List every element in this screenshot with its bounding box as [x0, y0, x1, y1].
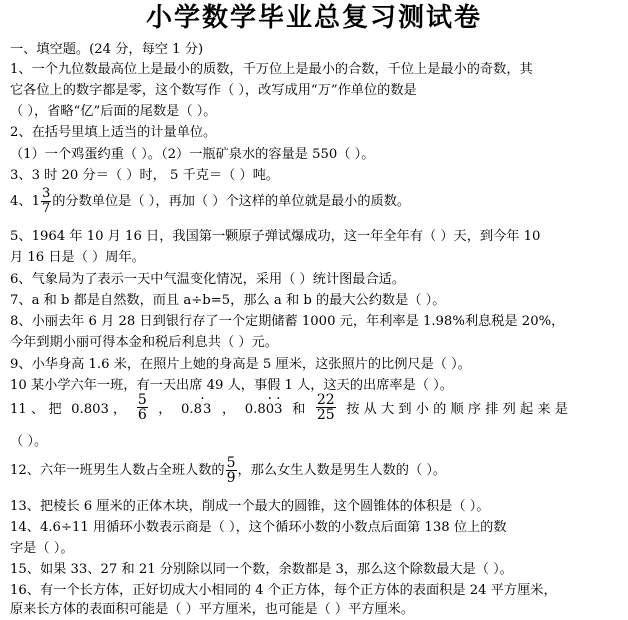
- question-16-line-2: 原来长方体的表面积可能是（ ）平方厘米，也可能是（ ）平方厘米。: [10, 602, 415, 617]
- repeating-decimal: 0.8· 0· 3: [245, 393, 283, 427]
- question-2-line-1: 2、在括号里填上适当的计量单位。: [10, 125, 217, 140]
- question-16-line-1: 16、有一个长方体，正好切成大小相同的 4 个正方体，每个正方体的表面积是 24 平方厘米，: [10, 583, 557, 598]
- repeating-decimal: 0.· 83: [181, 393, 212, 427]
- question-11-line-2: （ ）。: [10, 434, 48, 449]
- fraction: $\frac{3}{7}$: [41, 186, 51, 216]
- question-6: 6、气象局为了表示一天中气温变化情况，采用（ ）统计图最合适。: [10, 272, 406, 287]
- question-4: [10, 186, 410, 218]
- question-12: 12、六年一班男生人数占全班人数的 $\frac{5}{9}$ ，那么女生人数是男生人数的（ ）。: [10, 455, 447, 486]
- question-5-line-1: 5、1964 年 10 月 16 日，我国第一颗原子弹试爆成功，这一年全年有（ ）天，到今年 10: [10, 229, 541, 244]
- question-14-line-2: 字是（ ）。: [10, 541, 74, 556]
- question-11-line-1: 11 、 把 0.803 ， $\frac{5}{6}$ ， 0.· 83 ， 0.8· 0· 3 和 $\frac{22}{25}$ 按 从 大 到 小 的 顺 序 排 列 起 来 是: [10, 393, 568, 427]
- question-15: 15、如果 33、27 和 21 分别除以同一个数，余数都是 3，那么这个除数最大是（ ）。: [10, 562, 513, 577]
- question-1-line-1: 1、一个九位数最高位上是最小的质数，千万位上是最小的合数，千位上是最小的奇数，其: [10, 62, 533, 77]
- fraction: $\frac{5}{6}$: [137, 392, 147, 423]
- fraction: $\frac{5}{9}$: [226, 455, 236, 486]
- question-8-line-2: 今年到期小丽可得本金和税后利息共（ ）元。: [10, 335, 278, 350]
- question-10: 10 某小学六年一班，有一天出席 49 人，事假 1 人，这天的出席率是（ ）。: [10, 378, 453, 393]
- question-3: 3、3 时 20 分＝（ ）时， 5 千克＝（ ）吨。: [10, 168, 280, 183]
- section-heading: 一、填空题。(24 分，每空 1 分): [10, 42, 204, 57]
- question-7: 7、a 和 b 都是自然数，而且 a÷b=5，那么 a 和 b 的最大公约数是（ ）。: [10, 293, 446, 308]
- question-2-line-2: （1）一个鸡蛋约重（ ）。（2）一瓶矿泉水的容量是 550（ ）。: [10, 147, 375, 162]
- fraction: $\frac{22}{25}$: [316, 392, 335, 423]
- question-13: 13、把棱长 6 厘米的正体木块，削成一个最大的圆锥，这个圆锥体的体积是（ ）。: [10, 499, 490, 514]
- question-1-line-2: 它各位上的数字都是零，这个数写作（ ），改写成用“万”作单位的数是: [10, 83, 417, 98]
- question-4-prefix: 4、1: [10, 194, 40, 209]
- page-title: 小学数学毕业总复习测试卷: [145, 3, 482, 33]
- question-5-line-2: 月 16 日是（ ）周年。: [10, 250, 145, 265]
- question-8-line-1: 8、小丽去年 6 月 28 日到银行存了一个定期储蓄 1000 元，年利率是 1.98%利息税是 20%，: [10, 314, 565, 329]
- question-9: 9、小华身高 1.6 米，在照片上她的身高是 5 厘米，这张照片的比例尺是（ ）。: [10, 357, 471, 372]
- question-4-text: 的分数单位是（ ），再加（ ）个这样的单位就是最小的质数。: [52, 194, 411, 209]
- question-1-line-3: （ ），省略“亿”后面的尾数是（ ）。: [10, 104, 217, 119]
- question-14-line-1: 14、4.6÷11 用循环小数表示商是（ ），这个循环小数的小数点后面第 138 位上的数: [10, 520, 507, 535]
